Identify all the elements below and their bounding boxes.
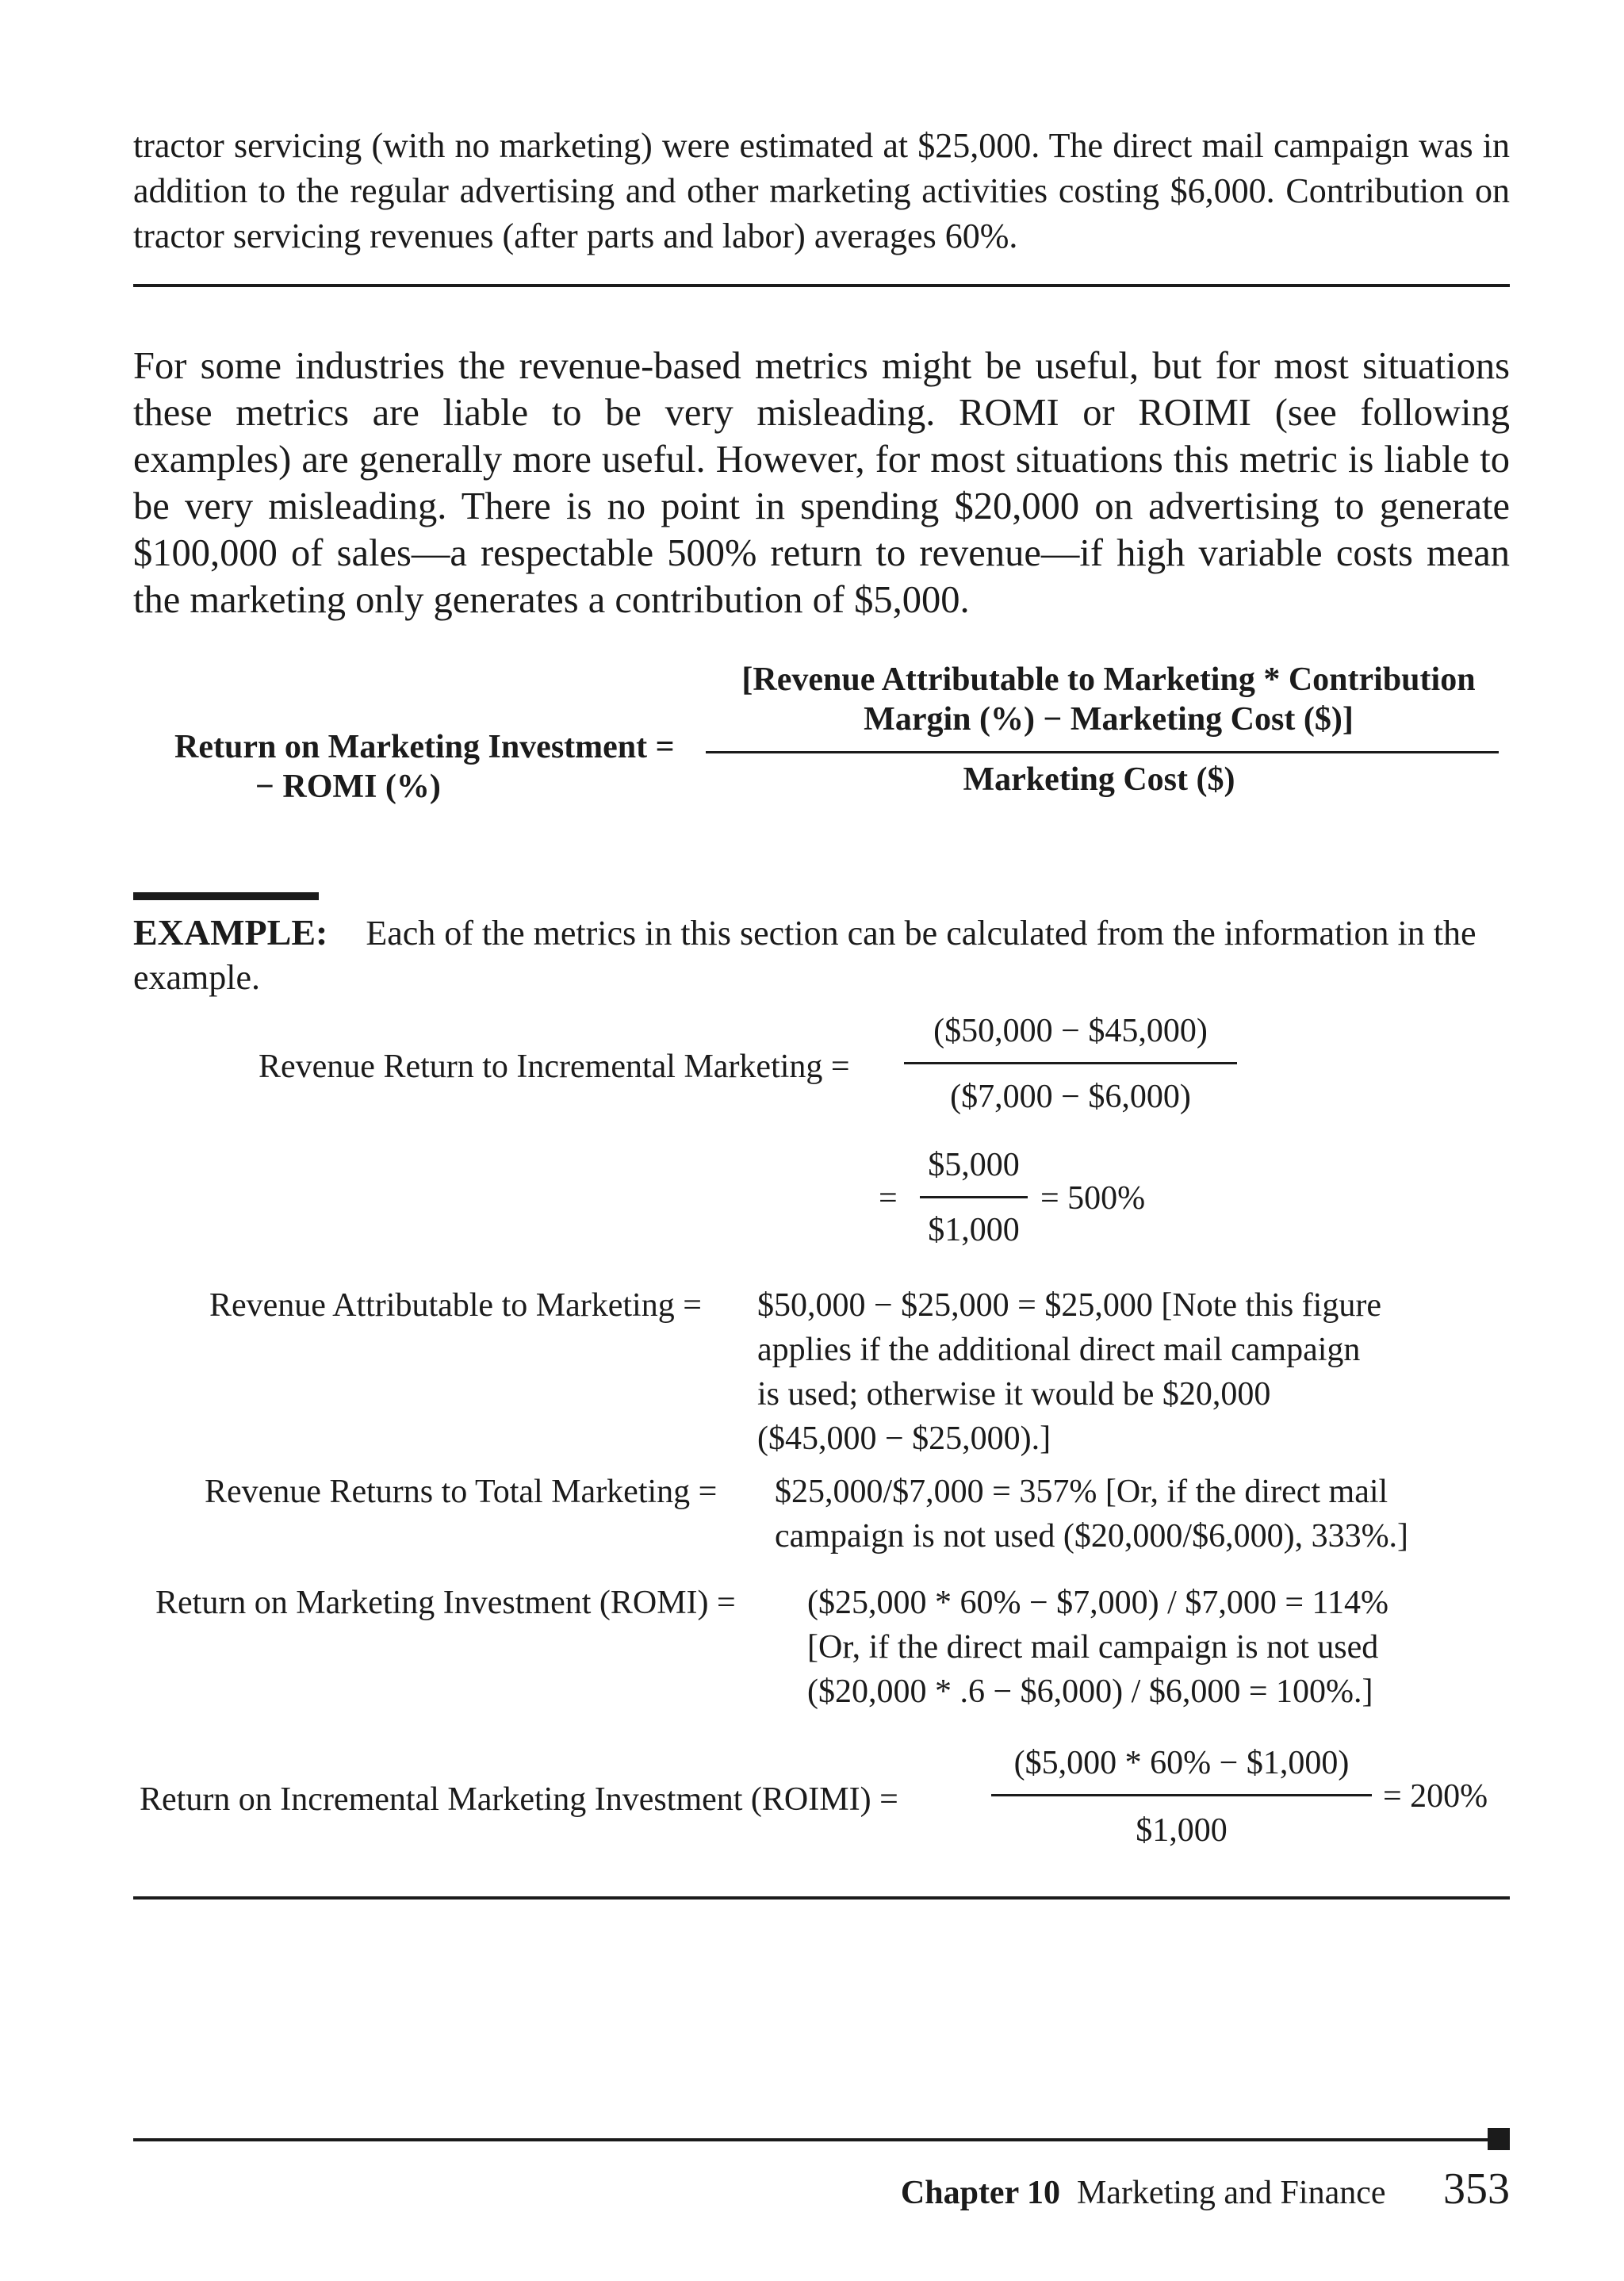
romi-numerator-line2: Margin (%) − Marketing Cost ($)] [864,701,1354,738]
calc-revenue-returns-total-line: campaign is not used ($20,000/$6,000), 333%.] [775,1518,1409,1555]
romi-formula [133,660,1510,818]
intro-paragraph: tractor servicing (with no marketing) were estimated at $25,000. The direct mail campaign was in addition to the regular advertising and other marketing activities costing $6,000. Contribution on tractor servicing revenues (after parts and labor) averages 60%. [133,126,1510,255]
calc-romi-line: ($25,000 * 60% − $7,000) / $7,000 = 114% [807,1585,1388,1621]
romi-formula-numerator [712,660,1505,739]
calc-romi-value [807,1581,1388,1714]
calc-romi-label: Return on Marketing Investment (ROMI) = [155,1585,736,1621]
calc-step2-numerator: $5,000 [928,1147,1020,1183]
romi-formula-lhs [174,727,675,807]
calc-romi-line: [Or, if the direct mail campaign is not used [807,1629,1379,1666]
calc-revenue-attributable-line: applies if the additional direct mail campaign [757,1332,1361,1368]
footer-rule [133,2138,1492,2141]
calc-roimi-numerator: ($5,000 * 60% − $1,000) [1013,1745,1350,1781]
calc-revenue-return-incremental-bar [904,1062,1237,1064]
romi-formula-denominator: Marketing Cost ($) [963,761,1235,798]
calc-revenue-attributable-line: is used; otherwise it would be $20,000 [757,1376,1271,1413]
romi-lhs-line2: − ROMI (%) [255,769,441,805]
footer-square-marker [1488,2128,1510,2150]
calc-revenue-return-incremental-label: Revenue Return to Incremental Marketing = [259,1048,850,1085]
calc-step2-bar [920,1196,1028,1198]
example-paragraph [133,910,1510,1000]
calc-step2-denominator: $1,000 [928,1212,1020,1248]
calc-revenue-attributable-label: Revenue Attributable to Marketing = [209,1287,702,1324]
calc-revenue-returns-total-label: Revenue Returns to Total Marketing = [205,1474,718,1510]
example-label: EXAMPLE: [133,912,328,953]
romi-fraction-bar [706,751,1499,753]
page-number: 353 [1443,2164,1510,2214]
romi-lhs-line1: Return on Marketing Investment = [174,729,675,765]
calc-roimi-bar [991,1794,1372,1796]
section-divider-top [133,284,1510,287]
calc-revenue-attributable-value [757,1283,1381,1461]
calc-revenue-return-incremental-denominator: ($7,000 − $6,000) [950,1079,1191,1115]
calc-romi-line: ($20,000 * .6 − $6,000) / $6,000 = 100%.] [807,1673,1373,1710]
footer-chapter-title: Marketing and Finance [1076,2175,1386,2211]
romi-numerator-line1: [Revenue Attributable to Marketing * Contribution [741,661,1476,698]
example-text: Each of the metrics in this section can be calculated from the information in the example. [133,914,1477,997]
example-marker-bar [133,892,319,900]
calc-step2-result: = 500% [1040,1180,1146,1217]
section-divider-bottom [133,1896,1510,1900]
calc-roimi-denominator: $1,000 [1136,1812,1228,1849]
calc-revenue-returns-total-line: $25,000/$7,000 = 357% [Or, if the direct mail [775,1474,1388,1510]
page-footer [901,2164,1510,2214]
footer-chapter-label: Chapter 10 [900,2175,1060,2211]
calc-revenue-attributable-line: $50,000 − $25,000 = $25,000 [Note this figure [757,1287,1381,1324]
calc-revenue-attributable-line: ($45,000 − $25,000).] [757,1420,1051,1457]
calc-roimi-result: = 200% [1383,1778,1488,1815]
body-paragraph: For some industries the revenue-based metrics might be useful, but for most situations these metrics are liable to be very misleading. ROMI or ROIMI (see following examples) are generally more useful. However, for most situations this metric is liable to be very misleading. There is no point in spending $20,000 on advertising to generate $100,000 of sales—a respectable 500% return to revenue—if high variable costs mean the marketing only generates a contribution of $5,000. [133,345,1510,621]
calc-roimi-label: Return on Incremental Marketing Investment (ROIMI) = [140,1781,898,1818]
calc-revenue-return-incremental-numerator: ($50,000 − $45,000) [933,1013,1208,1049]
calc-revenue-returns-total-value [775,1470,1408,1558]
calc-step2-equals: = [879,1180,898,1217]
